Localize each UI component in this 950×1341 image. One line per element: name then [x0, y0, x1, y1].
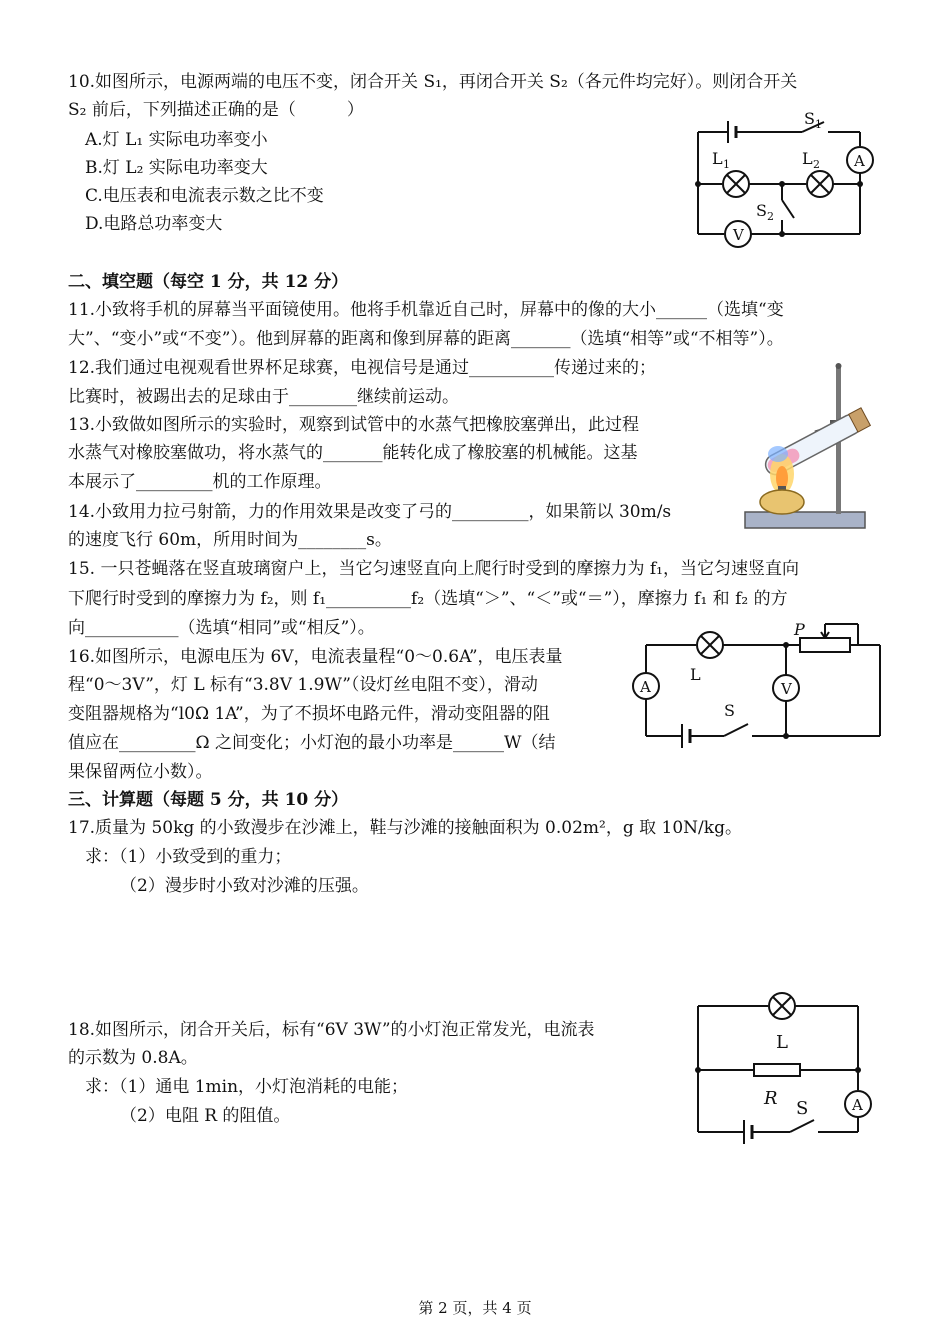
q10-option-d: D.电路总功率变大 — [85, 214, 223, 234]
svg-text:1: 1 — [815, 118, 822, 131]
q12-line2: 比赛时，被踢出去的足球由于________继续前运动。 — [68, 387, 459, 407]
q17-line1: 17.质量为 50kg 的小致漫步在沙滩上，鞋与沙滩的接触面积为 0.02m²，g 取 10N/kg。 — [68, 818, 742, 838]
voltmeter-label: V — [781, 680, 792, 698]
l1-label: L — [712, 149, 723, 168]
q15-line2: 下爬行时受到的摩擦力为 f₂，则 f₁__________f₂（选填“＞”、“＜”或“＝”），摩擦力 f₁ 和 f₂ 的方 — [68, 589, 788, 609]
q13-line2: 水蒸气对橡胶塞做功，将水蒸气的_______能转化成了橡胶塞的机械能。这基 — [68, 443, 638, 463]
ammeter-label: A — [640, 678, 651, 696]
q15-line1: 15. 一只苍蝇落在竖直玻璃窗户上，当它匀速竖直向上爬行时受到的摩擦力为 f₁，当它匀速竖直向 — [68, 559, 799, 579]
q18-req1: 求：（1）通电 1min，小灯泡消耗的电能； — [85, 1077, 409, 1097]
q15-line3: 向___________（选填“相同”或“相反”）。 — [68, 618, 375, 638]
q16-line1: 16.如图所示，电源电压为 6V，电流表量程“0～0.6A”，电压表量 — [68, 647, 563, 667]
q11-line1: 11.小致将手机的屏幕当平面镜使用。他将手机靠近自己时，屏幕中的像的大小______（选填“变 — [68, 300, 784, 320]
voltmeter-label: V — [733, 226, 744, 244]
r-label: R — [764, 1088, 778, 1109]
q10-circuit-diagram — [690, 108, 880, 243]
q18-line1: 18.如图所示，闭合开关后，标有“6V 3W”的小灯泡正常发光，电流表 — [68, 1020, 595, 1040]
test-tube-apparatus-illustration — [740, 362, 885, 537]
q13-line1: 13.小致做如图所示的实验时，观察到试管中的水蒸气把橡胶塞弹出，此过程 — [68, 415, 640, 435]
q10-stem-line2: S₂ 前后，下列描述正确的是（ ） — [68, 100, 364, 120]
q10-option-b: B.灯 L₂ 实际电功率变大 — [85, 158, 268, 178]
q12-line1: 12.我们通过电视观看世界杯足球赛，电视信号是通过__________传递过来的； — [68, 358, 657, 378]
q16-line4: 值应在_________Ω 之间变化；小灯泡的最小功率是______W（结 — [68, 733, 556, 753]
s-label: S — [796, 1098, 809, 1119]
svg-text:1: 1 — [723, 158, 730, 171]
svg-text:2: 2 — [767, 210, 774, 223]
svg-text:2: 2 — [813, 158, 820, 171]
q16-line3: 变阻器规格为“l0Ω 1A”，为了不损坏电路元件，滑动变阻器的阻 — [68, 704, 550, 724]
p-label: P — [794, 620, 805, 639]
section3-heading: 三、计算题（每题 5 分，共 10 分） — [68, 790, 349, 810]
q13-line3: 本展示了_________机的工作原理。 — [68, 472, 332, 492]
q17-req1: 求：（1）小致受到的重力； — [85, 847, 292, 867]
q14-line1: 14.小致用力拉弓射箭，力的作用效果是改变了弓的_________，如果箭以 30m/s — [68, 502, 672, 522]
s2-label: S — [756, 201, 767, 220]
section2-heading: 二、填空题（每空 1 分，共 12 分） — [68, 272, 349, 292]
q16-line2: 程“0～3V”，灯 L 标有“3.8V 1.9W”（设灯丝电阻不变），滑动 — [68, 675, 538, 695]
q10-stem-line1: 10.如图所示，电源两端的电压不变，闭合开关 S₁，再闭合开关 S₂（各元件均完好）。则闭合开关 — [68, 72, 798, 92]
l2-label: L — [802, 149, 813, 168]
page-footer: 第 2 页，共 4 页 — [418, 1299, 532, 1317]
q14-line2: 的速度飞行 60m，所用时间为________s。 — [68, 530, 392, 550]
q16-line5: 果保留两位小数）。 — [68, 762, 213, 782]
s-label: S — [724, 701, 735, 720]
q18-circuit-diagram — [690, 986, 885, 1146]
q11-line2: 大”、“变小”或“不变”）。他到屏幕的距离和像到屏幕的距离_______（选填“相等”或“不相等”）。 — [68, 329, 784, 349]
l-label: L — [776, 1032, 788, 1053]
l-label: L — [690, 665, 701, 684]
q18-req2: （2）电阻 R 的阻值。 — [120, 1106, 291, 1126]
ammeter-label: A — [852, 1096, 863, 1114]
q10-option-a: A.灯 L₁ 实际电功率变小 — [85, 130, 268, 150]
ammeter-label: A — [854, 152, 865, 170]
q17-req2: （2）漫步时小致对沙滩的压强。 — [120, 876, 369, 896]
q18-line2: 的示数为 0.8A。 — [68, 1048, 198, 1068]
q10-option-c: C.电压表和电流表示数之比不变 — [85, 186, 324, 206]
s1-label: S — [804, 109, 815, 128]
q16-circuit-diagram — [628, 618, 890, 748]
